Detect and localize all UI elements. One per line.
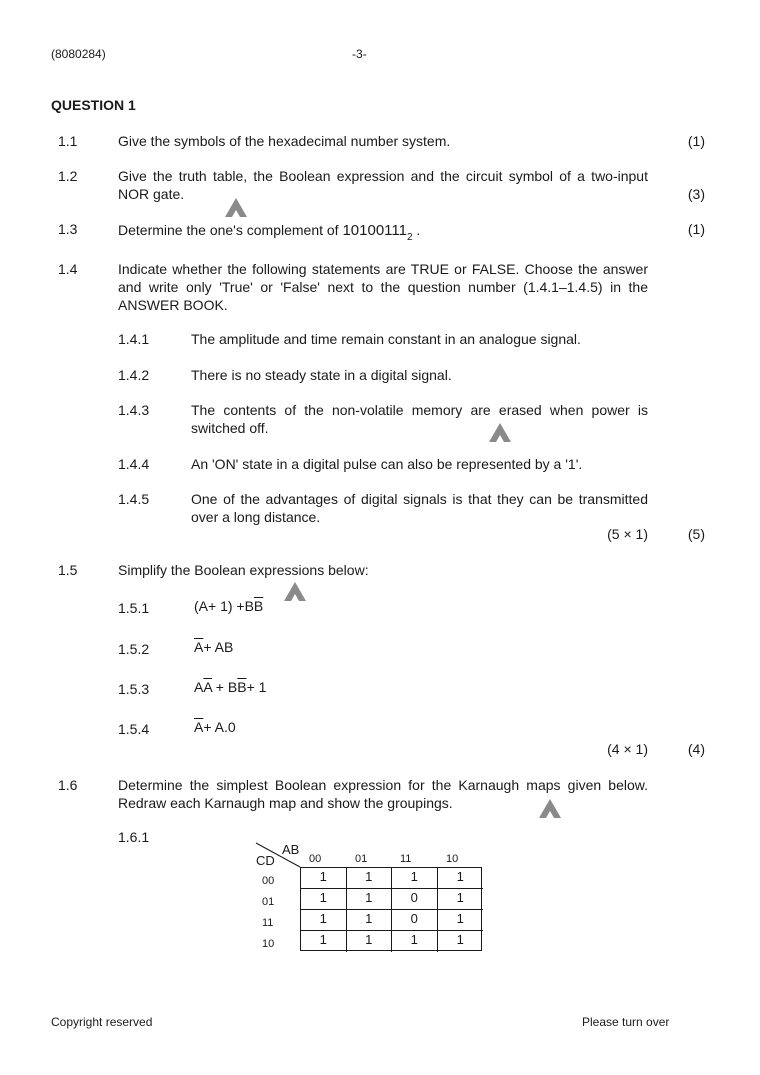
kmap-cell: 1 xyxy=(301,868,347,889)
q1-5-2-number: 1.5.2 xyxy=(118,641,150,657)
q1-5-number: 1.5 xyxy=(58,562,78,578)
kmap-row-label: 00 xyxy=(262,875,275,887)
q1-2-text: Give the truth table, the Boolean expression and the circuit symbol of a two-input NOR gate. xyxy=(118,168,648,202)
q1-5-2-expr-part: + AB xyxy=(203,639,234,655)
q1-3-end: . xyxy=(416,222,421,238)
q1-5-1-number: 1.5.1 xyxy=(118,600,150,616)
cursor-icon xyxy=(489,423,511,442)
footer-turn-over: Please turn over xyxy=(582,1015,670,1029)
kmap-row-variable: CD xyxy=(256,853,275,868)
q1-5-3-expr-c: + 1 xyxy=(246,679,267,695)
kmap-cell: 1 xyxy=(347,910,393,931)
kmap-cell: 1 xyxy=(347,868,393,889)
kmap-cell: 1 xyxy=(438,868,484,889)
q1-2-number: 1.2 xyxy=(58,168,78,184)
q1-5-3-expression xyxy=(194,678,266,696)
page-number: -3- xyxy=(352,47,367,61)
q1-5-3-expr-b: + B xyxy=(211,679,238,695)
kmap-col-label: 01 xyxy=(355,853,368,865)
kmap-cell: 1 xyxy=(301,931,347,952)
q1-5-1-expression xyxy=(194,597,263,615)
kmap-cell: 1 xyxy=(438,910,484,931)
q1-2-marks: (3) xyxy=(687,186,705,202)
kmap-cell: 1 xyxy=(392,868,438,889)
kmap-cell: 1 xyxy=(347,889,393,910)
q1-5-3-expr-b-overlined: $\overline{B}$ xyxy=(237,679,247,695)
q1-1-marks: (1) xyxy=(687,133,705,149)
kmap-cell: 1 xyxy=(456,932,464,947)
q1-4-1-text: The amplitude and time remain constant in an analogue signal. xyxy=(191,331,581,347)
q1-4-marks: (5) xyxy=(687,526,705,542)
q1-5-1-expr-overlined: $\overline{B}$ xyxy=(253,598,264,614)
q1-5-sub-marks: (4 × 1) xyxy=(607,741,648,757)
kmap-row-label: 11 xyxy=(262,917,274,929)
q1-5-3-expr-a-overlined: $\overline{A}$ xyxy=(203,679,212,695)
kmap-col-variable: AB xyxy=(282,842,300,857)
q1-3-binary-value: 10100111 xyxy=(342,222,407,239)
q1-5-4-expr-part: + A.0 xyxy=(203,719,236,735)
q1-4-number: 1.4 xyxy=(58,261,78,277)
q1-4-4-text: An 'ON' state in a digital pulse can also be represented by a '1'. xyxy=(191,456,583,472)
q1-4-2-number: 1.4.2 xyxy=(118,367,150,383)
q1-4-5-number: 1.4.5 xyxy=(118,491,150,507)
kmap-cell: 1 xyxy=(301,889,347,910)
question-title: QUESTION 1 xyxy=(51,97,136,113)
kmap-col-label: 00 xyxy=(309,853,322,865)
q1-5-3-number: 1.5.3 xyxy=(118,681,150,697)
q1-4-1-number: 1.4.1 xyxy=(118,331,150,347)
q1-5-1-expr-part: (A+ 1) +B xyxy=(194,598,254,614)
q1-4-2-text: There is no steady state in a digital signal. xyxy=(191,367,452,383)
q1-6-1-number: 1.6.1 xyxy=(118,829,150,845)
q1-1-number: 1.1 xyxy=(58,133,78,149)
q1-4-text: Indicate whether the following statements are TRUE or FALSE. Choose the answer and write only 'True' or 'False' next to the question number (1.4.1–1.4.5) in the ANSWER BOOK. xyxy=(118,261,648,313)
q1-3-base: 2 xyxy=(406,232,413,243)
q1-4-3-number: 1.4.3 xyxy=(118,402,150,418)
q1-6-text: Determine the simplest Boolean expression for the Karnaugh maps given below. Redraw each Karnaugh map and show the groupings. xyxy=(118,777,648,811)
q1-4-5-text: One of the advantages of digital signals is that they can be transmitted over a long distance. xyxy=(191,491,648,525)
kmap-cell: 1 xyxy=(438,889,484,910)
cursor-icon xyxy=(284,582,306,601)
q1-4-4-number: 1.4.4 xyxy=(118,456,150,472)
kmap-cell: 1 xyxy=(301,910,347,931)
q1-3-text xyxy=(118,221,420,242)
q1-5-2-expression xyxy=(194,638,233,656)
kmap-row-label: 10 xyxy=(262,938,275,950)
q1-6-number: 1.6 xyxy=(58,777,78,793)
q1-5-2-expr-overlined: $\overline{A}$ xyxy=(194,639,204,655)
q1-3-question: Determine the one's complement of xyxy=(118,222,339,238)
q1-3-number: 1.3 xyxy=(58,221,78,237)
q1-5-4-expr-overlined: $\overline{A}$ xyxy=(194,719,204,735)
kmap-cell: 1 xyxy=(347,931,393,952)
q1-5-marks: (4) xyxy=(687,741,705,757)
cursor-icon xyxy=(539,799,561,818)
q1-5-4-number: 1.5.4 xyxy=(118,721,150,737)
kmap-col-label: 11 xyxy=(400,853,412,865)
cursor-icon xyxy=(225,198,247,217)
exam-code: (8080284) xyxy=(51,47,106,61)
q1-1-text: Give the symbols of the hexadecimal number system. xyxy=(118,133,451,149)
q1-4-3-text: The contents of the non-volatile memory are erased when power is switched off. xyxy=(191,402,648,436)
q1-3-marks: (1) xyxy=(687,221,705,237)
kmap-col-label: 10 xyxy=(446,853,459,865)
kmap-cell: 0 xyxy=(392,910,438,931)
footer-copyright: Copyright reserved xyxy=(51,1015,153,1029)
kmap-cell: 0 xyxy=(392,889,438,910)
kmap-cell: 1 xyxy=(392,931,438,952)
q1-5-3-expr-a: A xyxy=(194,679,204,695)
q1-5-text: Simplify the Boolean expressions below: xyxy=(118,562,369,578)
kmap-grid xyxy=(300,867,482,951)
q1-4-sub-marks: (5 × 1) xyxy=(607,526,648,542)
q1-5-4-expression xyxy=(194,718,236,736)
kmap-row-label: 01 xyxy=(262,896,275,908)
